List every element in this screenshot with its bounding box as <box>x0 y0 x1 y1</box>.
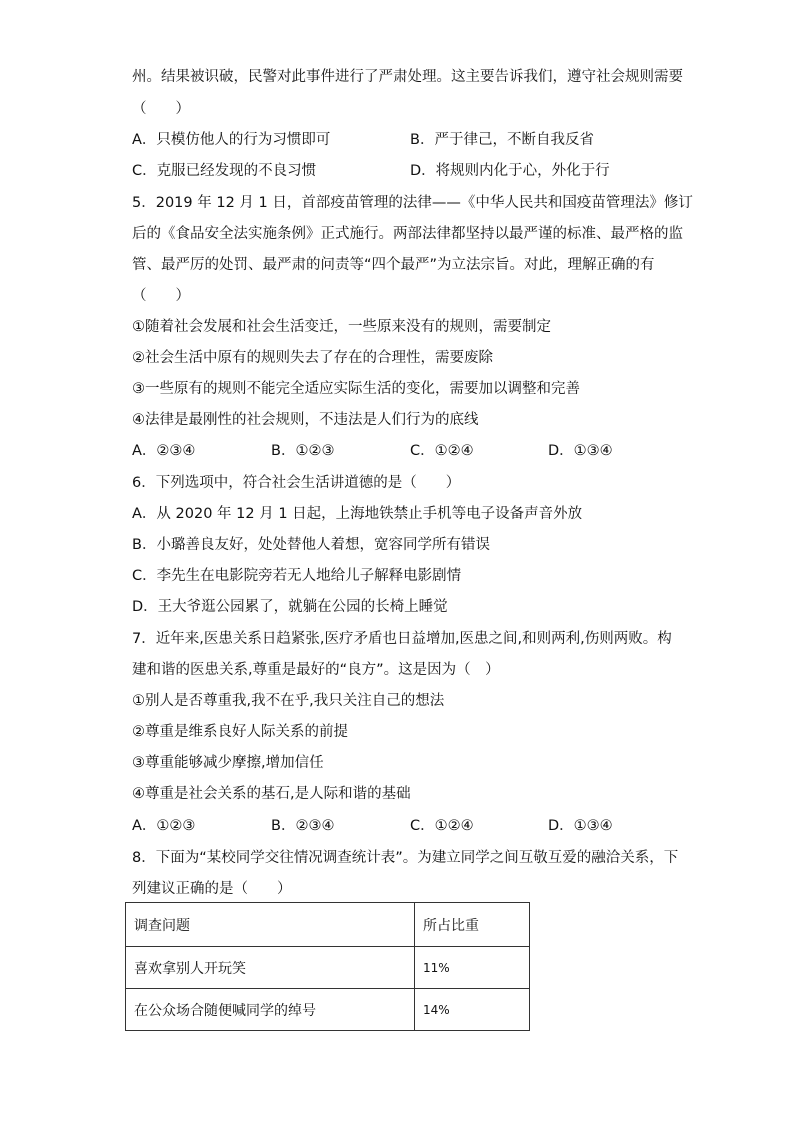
table-row <box>126 989 530 1031</box>
table-cell-proportion: 14% <box>415 989 530 1031</box>
q5-item-2: ②社会生活中原有的规则失去了存在的合理性，需要废除 <box>132 350 493 366</box>
q5-option-b: B．①②③ <box>271 443 335 459</box>
q5-stem-line-2: 后的《食品安全法实施条例》正式施行。两部法律都坚持以最严谨的标准、最严格的监 <box>132 226 683 242</box>
q6-stem: 6．下列选项中，符合社会生活讲道德的是（ ） <box>132 475 461 491</box>
table-header-row <box>126 903 530 947</box>
q5-item-1: ①随着社会发展和社会生活变迁，一些原来没有的规则，需要制定 <box>132 319 551 335</box>
q5-stem-line-3: 管、最严厉的处罚、最严肃的问责等“四个最严”为立法宗旨。对此，理解正确的有 <box>132 257 655 273</box>
table-cell-question: 在公众场合随便喊同学的绰号 <box>126 989 415 1031</box>
table-header-question: 调查问题 <box>126 903 415 947</box>
q4-option-b: B．严于律己，不断自我反省 <box>410 132 594 148</box>
q4-stem-line: 州。结果被识破，民警对此事件进行了严肃处理。这主要告诉我们，遵守社会规则需要 <box>132 69 683 85</box>
q6-option-a: A．从 2020 年 12 月 1 日起，上海地铁禁止手机等电子设备声音外放 <box>132 506 583 522</box>
table-header-proportion: 所占比重 <box>415 903 530 947</box>
table-cell-proportion: 11% <box>415 947 530 989</box>
q5-item-3: ③一些原有的规则不能完全适应实际生活的变化，需要加以调整和完善 <box>132 381 580 397</box>
q5-stem-line-1: 5．2019 年 12 月 1 日，首部疫苗管理的法律——《中华人民共和国疫苗管理法》修订 <box>132 195 693 211</box>
q5-option-d: D．①③④ <box>548 443 613 459</box>
q5-answer-paren: （ ） <box>132 288 190 304</box>
table-row <box>126 947 530 989</box>
q5-option-a: A．②③④ <box>132 443 196 459</box>
q4-option-d: D．将规则内化于心，外化于行 <box>410 163 610 179</box>
q8-stem-line-2: 列建议正确的是（ ） <box>132 881 292 897</box>
q4-option-c: C．克服已经发现的不良习惯 <box>132 163 317 179</box>
q4-answer-paren: （ ） <box>132 101 190 117</box>
q7-option-a: A．①②③ <box>132 818 196 834</box>
q6-option-d: D．王大爷逛公园累了，就躺在公园的长椅上睡觉 <box>132 599 448 615</box>
q7-item-4: ④尊重是社会关系的基石,是人际和谐的基础 <box>132 786 411 802</box>
q8-stem-line-1: 8．下面为“某校同学交往情况调查统计表”。为建立同学之间互敬互爱的融洽关系，下 <box>132 850 679 866</box>
q7-item-3: ③尊重能够减少摩擦,增加信任 <box>132 755 324 771</box>
q4-option-a: A．只模仿他人的行为习惯即可 <box>132 132 331 148</box>
q7-option-c: C．①②④ <box>410 818 474 834</box>
q5-option-c: C．①②④ <box>410 443 474 459</box>
q5-item-4: ④法律是最刚性的社会规则，不违法是人们行为的底线 <box>132 412 479 428</box>
q7-stem-line-2: 建和谐的医患关系,尊重是最好的“良方”。这是因为（ ） <box>132 662 500 678</box>
q7-stem-line-1: 7．近年来,医患关系日趋紧张,医疗矛盾也日益增加,医患之间,和则两利,伤则两败。构 <box>132 631 672 647</box>
q6-option-b: B．小璐善良友好，处处替他人着想，宽容同学所有错误 <box>132 537 490 553</box>
survey-table <box>125 902 530 1031</box>
q7-option-b: B．②③④ <box>271 818 335 834</box>
q7-item-2: ②尊重是维系良好人际关系的前提 <box>132 724 348 740</box>
q6-option-c: C．李先生在电影院旁若无人地给儿子解释电影剧情 <box>132 568 462 584</box>
table-cell-question: 喜欢拿别人开玩笑 <box>126 947 415 989</box>
q7-item-1: ①别人是否尊重我,我不在乎,我只关注自己的想法 <box>132 693 445 709</box>
q7-option-d: D．①③④ <box>548 818 613 834</box>
